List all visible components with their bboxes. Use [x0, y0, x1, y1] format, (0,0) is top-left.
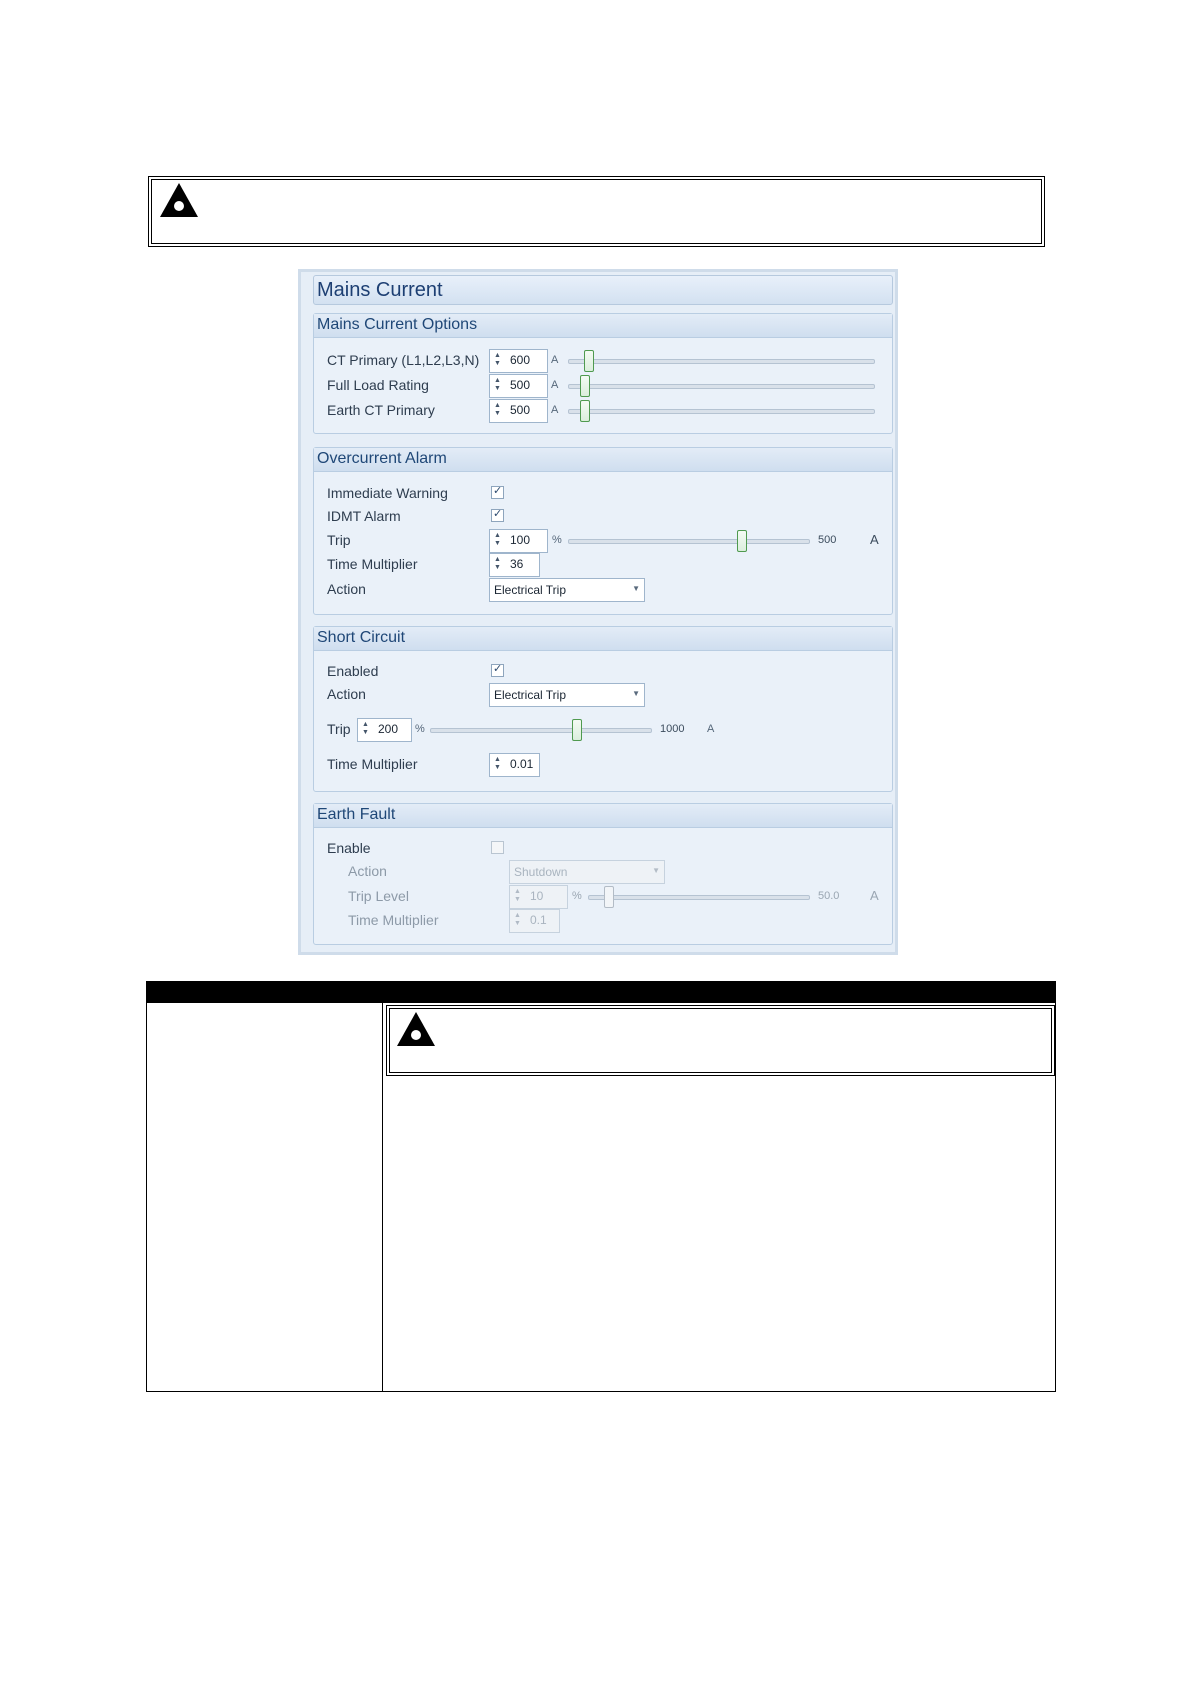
full-load-rating-stepper[interactable]: ▲ ▼ 500 [489, 374, 548, 398]
unit-label: A [551, 379, 559, 391]
table-column-divider [382, 1003, 383, 1391]
trip-slider-thumb[interactable] [572, 719, 582, 741]
trip-max-value: 1000 [660, 723, 685, 735]
group-title: Overcurrent Alarm [317, 450, 447, 467]
earth-ct-primary-label: Earth CT Primary [327, 402, 435, 418]
spin-arrows-icon[interactable]: ▲ ▼ [494, 532, 501, 547]
trip-level-slider-thumb[interactable] [604, 886, 614, 908]
short-circuit-group [313, 626, 893, 792]
earth-fault-enable-checkbox[interactable] [491, 841, 504, 854]
time-multiplier-stepper[interactable]: ▲ ▼ 36 [489, 553, 540, 577]
ct-primary-stepper[interactable]: ▲ ▼ 600 [489, 349, 548, 373]
idmt-alarm-checkbox[interactable] [491, 509, 504, 522]
trip-slider-track[interactable] [430, 728, 652, 733]
earth-fault-group [313, 803, 893, 945]
spin-arrows-icon[interactable]: ▲ ▼ [514, 888, 521, 903]
spin-arrows-icon[interactable]: ▲ ▼ [362, 721, 369, 736]
action-label: Action [327, 581, 366, 597]
mains-current-options-group [313, 313, 893, 434]
full-load-rating-label: Full Load Rating [327, 377, 429, 393]
trip-level-max-value: 50.0 [818, 890, 840, 902]
trip-label: Trip [327, 721, 351, 737]
unit-label: % [572, 890, 582, 902]
earth-ct-primary-stepper[interactable]: ▲ ▼ 500 [489, 399, 548, 423]
table-warning-box [386, 1005, 1055, 1076]
enable-label: Enable [327, 840, 371, 856]
immediate-warning-label: Immediate Warning [327, 485, 448, 501]
warning-icon [159, 182, 199, 218]
time-multiplier-label: Time Multiplier [327, 756, 418, 772]
unit-label: % [552, 534, 562, 546]
unit-label: % [415, 723, 425, 735]
time-multiplier-stepper[interactable]: ▲ ▼ 0.1 [509, 909, 560, 933]
table-header-bar [146, 981, 1056, 1003]
spin-arrows-icon[interactable]: ▲ ▼ [514, 912, 521, 927]
ct-primary-slider-track[interactable] [568, 359, 875, 364]
chevron-down-icon[interactable]: ▼ [652, 866, 660, 875]
spin-arrows-icon[interactable]: ▲ ▼ [494, 756, 501, 771]
action-label: Action [348, 863, 387, 879]
full-load-rating-slider-thumb[interactable] [580, 375, 590, 397]
chevron-down-icon[interactable]: ▼ [632, 689, 640, 698]
chevron-down-icon[interactable]: ▼ [632, 584, 640, 593]
overcurrent-alarm-group [313, 447, 893, 615]
trip-stepper[interactable]: ▲ ▼ 200 [357, 718, 412, 742]
time-multiplier-stepper[interactable]: ▲ ▼ 0.01 [489, 753, 540, 777]
enabled-label: Enabled [327, 663, 379, 679]
action-dropdown[interactable]: Shutdown ▼ [509, 860, 665, 884]
warning-icon [396, 1011, 436, 1047]
mains-current-screenshot [298, 269, 898, 955]
trip-level-max-unit: A [870, 888, 879, 903]
time-multiplier-label: Time Multiplier [348, 912, 439, 928]
warning-notice-box [148, 176, 1045, 247]
config-panel [301, 272, 895, 952]
earth-ct-primary-slider-thumb[interactable] [580, 400, 590, 422]
trip-slider-thumb[interactable] [737, 530, 747, 552]
group-title: Mains Current Options [317, 316, 478, 333]
page-title: Mains Current [317, 279, 443, 301]
trip-level-stepper[interactable]: ▲ ▼ 10 [509, 885, 568, 909]
idmt-alarm-label: IDMT Alarm [327, 508, 401, 524]
group-title: Earth Fault [317, 806, 396, 823]
immediate-warning-checkbox[interactable] [491, 486, 504, 499]
trip-max-unit: A [870, 532, 879, 547]
earth-ct-primary-slider-track[interactable] [568, 409, 875, 414]
check-icon: ✓ [493, 485, 503, 497]
page-title-bar [313, 275, 893, 305]
unit-label: A [551, 354, 559, 366]
group-header [314, 627, 892, 651]
full-load-rating-slider-track[interactable] [568, 384, 875, 389]
group-header [314, 804, 892, 828]
unit-label: A [551, 404, 559, 416]
spin-arrows-icon[interactable]: ▲ ▼ [494, 556, 501, 571]
short-circuit-enabled-checkbox[interactable] [491, 664, 504, 677]
group-header [314, 448, 892, 472]
check-icon: ✓ [493, 508, 503, 520]
trip-max-unit: A [707, 723, 715, 735]
time-multiplier-label: Time Multiplier [327, 556, 418, 572]
action-dropdown[interactable]: Electrical Trip ▼ [489, 683, 645, 707]
spin-arrows-icon[interactable]: ▲ ▼ [494, 402, 501, 417]
trip-level-slider-track[interactable] [588, 895, 810, 900]
trip-max-value: 500 [818, 534, 837, 546]
group-header [314, 314, 892, 338]
action-dropdown[interactable]: Electrical Trip ▼ [489, 578, 645, 602]
ct-primary-slider-thumb[interactable] [584, 350, 594, 372]
ct-primary-label: CT Primary (L1,L2,L3,N) [327, 352, 480, 368]
trip-slider-track[interactable] [568, 539, 810, 544]
trip-level-label: Trip Level [348, 888, 409, 904]
trip-stepper[interactable]: ▲ ▼ 100 [489, 529, 548, 553]
spin-arrows-icon[interactable]: ▲ ▼ [494, 377, 501, 392]
trip-label: Trip [327, 532, 351, 548]
action-label: Action [327, 686, 366, 702]
check-icon: ✓ [493, 663, 503, 675]
group-title: Short Circuit [317, 629, 406, 646]
spin-arrows-icon[interactable]: ▲ ▼ [494, 352, 501, 367]
